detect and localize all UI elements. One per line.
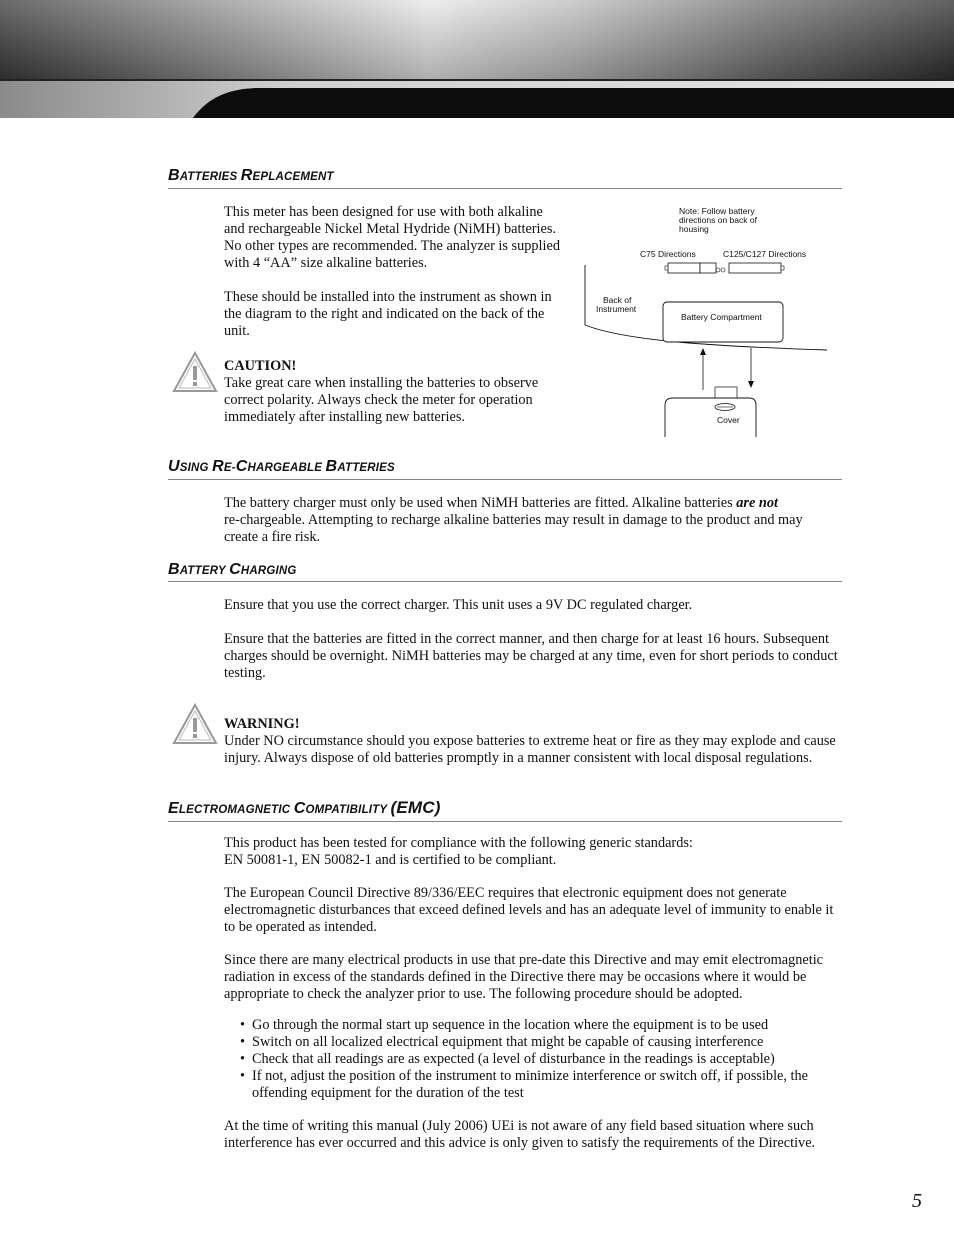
battery-icon bbox=[668, 263, 700, 273]
batteries-intro bbox=[224, 204, 564, 340]
rechargeable-text bbox=[224, 495, 824, 546]
warning-block bbox=[224, 716, 839, 767]
page-number: 5 bbox=[912, 1190, 922, 1212]
section-rule bbox=[168, 479, 842, 480]
diagram-back-line1: Back of bbox=[603, 295, 632, 305]
text-span: This product has been tested for compliance with the following generic standards: bbox=[224, 835, 693, 851]
charging-text bbox=[224, 597, 839, 682]
battery-icon bbox=[729, 263, 781, 273]
diagram-note-line1: Note: Follow battery bbox=[679, 206, 755, 216]
text-span: The battery charger must only be used when NiMH batteries are fitted. Alkaline batteries bbox=[224, 495, 737, 511]
paragraph: At the time of writing this manual (July 2006) UEi is not aware of any field based situation where such interference has ever occurred and this advice is only given to satisfy the requirements of the Directive. bbox=[224, 1118, 816, 1151]
list-item: • Switch on all localized electrical equipment that might be capable of causing interference bbox=[224, 1034, 844, 1051]
diagram-c75-label: C75 Directions bbox=[640, 249, 696, 259]
emc-suffix: (EMC) bbox=[390, 798, 441, 817]
section-rule bbox=[168, 188, 842, 189]
paragraph: These should be installed into the instrument as shown in the diagram to the right and indicated on the back of the unit. bbox=[224, 289, 552, 339]
warning-title: WARNING! bbox=[224, 716, 300, 732]
section-title-battery-charging: BATTERY CHARGING bbox=[168, 561, 297, 578]
diagram-compartment-label: Battery Compartment bbox=[681, 312, 762, 322]
paragraph: Since there are many electrical products in use that pre-date this Directive and may emit electromagnetic radiation in excess of the standards defined in the Directive there may be occasions where it would be appropriate to check the analyzer prior to use. The following procedure should be adopted. bbox=[224, 952, 824, 1002]
emc-text bbox=[224, 835, 844, 1152]
paragraph: The European Council Directive 89/336/EEC requires that electronic equipment does not generate electromagnetic disturbances that exceed defined levels and has an adequate level of immunity to enable it to be operated as intended. bbox=[224, 885, 834, 935]
diagram-note-line2: directions on back of bbox=[679, 215, 757, 225]
diagram-c125-label: C125/C127 Directions bbox=[723, 249, 807, 259]
header-banner bbox=[0, 0, 954, 122]
battery-diagram bbox=[583, 200, 833, 440]
text-span: EN 50081-1, EN 50082-1 and is certified to be compliant. bbox=[224, 852, 557, 868]
emc-procedure-list bbox=[224, 1017, 844, 1102]
section-title-emc: ELECTROMAGNETIC COMPATIBILITY (EMC) bbox=[168, 798, 441, 817]
title-rest: ATTERIES bbox=[179, 171, 241, 183]
caution-title: CAUTION! bbox=[224, 358, 297, 374]
section-title-batteries-replacement bbox=[168, 167, 334, 185]
battery-compartment bbox=[663, 302, 783, 342]
diagram-cover-label: Cover bbox=[717, 415, 740, 425]
caution-text: Take great care when installing the batteries to observe correct polarity. Always check the meter for operation immediately after installing new batteries. bbox=[224, 375, 539, 425]
emphasis-text: are not bbox=[736, 495, 778, 511]
list-item: • Go through the normal start up sequence in the location where the equipment is to be used bbox=[224, 1017, 844, 1034]
diagram-note-line3: housing bbox=[679, 224, 709, 234]
paragraph: Ensure that you use the correct charger. This unit uses a 9V DC regulated charger. bbox=[224, 597, 693, 613]
section-rule bbox=[168, 581, 842, 582]
section-title-using-rechargeable: USING RE-CHARGEABLE BATTERIES bbox=[168, 458, 395, 475]
caution-icon bbox=[171, 350, 219, 394]
text-span: re-chargeable. Attempting to recharge alkaline batteries may result in damage to the product and may create a fire risk. bbox=[224, 512, 803, 545]
section-rule bbox=[168, 821, 842, 822]
title-initial-2: R bbox=[240, 167, 253, 184]
warning-text: Under NO circumstance should you expose batteries to extreme heat or fire as they may explode and cause injury. Always dispose of old batteries promptly in a manner consistent with local disposal regulations. bbox=[224, 733, 836, 766]
paragraph: Ensure that the batteries are fitted in the correct manner, and then charge for at least 16 hours. Subsequent charges should be overnight. NiMH batteries may be charged at any time, even for short periods to conduct testing. bbox=[224, 631, 838, 681]
title-initial: B bbox=[168, 167, 180, 184]
cover-outline bbox=[665, 398, 756, 437]
battery-icon bbox=[700, 263, 716, 273]
caution-block bbox=[224, 358, 554, 426]
title-rest-2: EPLACEMENT bbox=[252, 171, 334, 183]
list-item: • If not, adjust the position of the instrument to minimize interference or switch off, if possible, the offending equipment for the duration of the test bbox=[224, 1068, 844, 1102]
diagram-back-line2: Instrument bbox=[596, 304, 637, 314]
warning-icon bbox=[171, 702, 219, 746]
list-item: • Check that all readings are as expected (a level of disturbance in the readings is acceptable) bbox=[224, 1051, 844, 1068]
paragraph: This meter has been designed for use with both alkaline and rechargeable Nickel Metal Hydride (NiMH) batteries. No other types are recommended. The analyzer is supplied with 4 “AA” size alkaline batteries. bbox=[224, 204, 560, 271]
